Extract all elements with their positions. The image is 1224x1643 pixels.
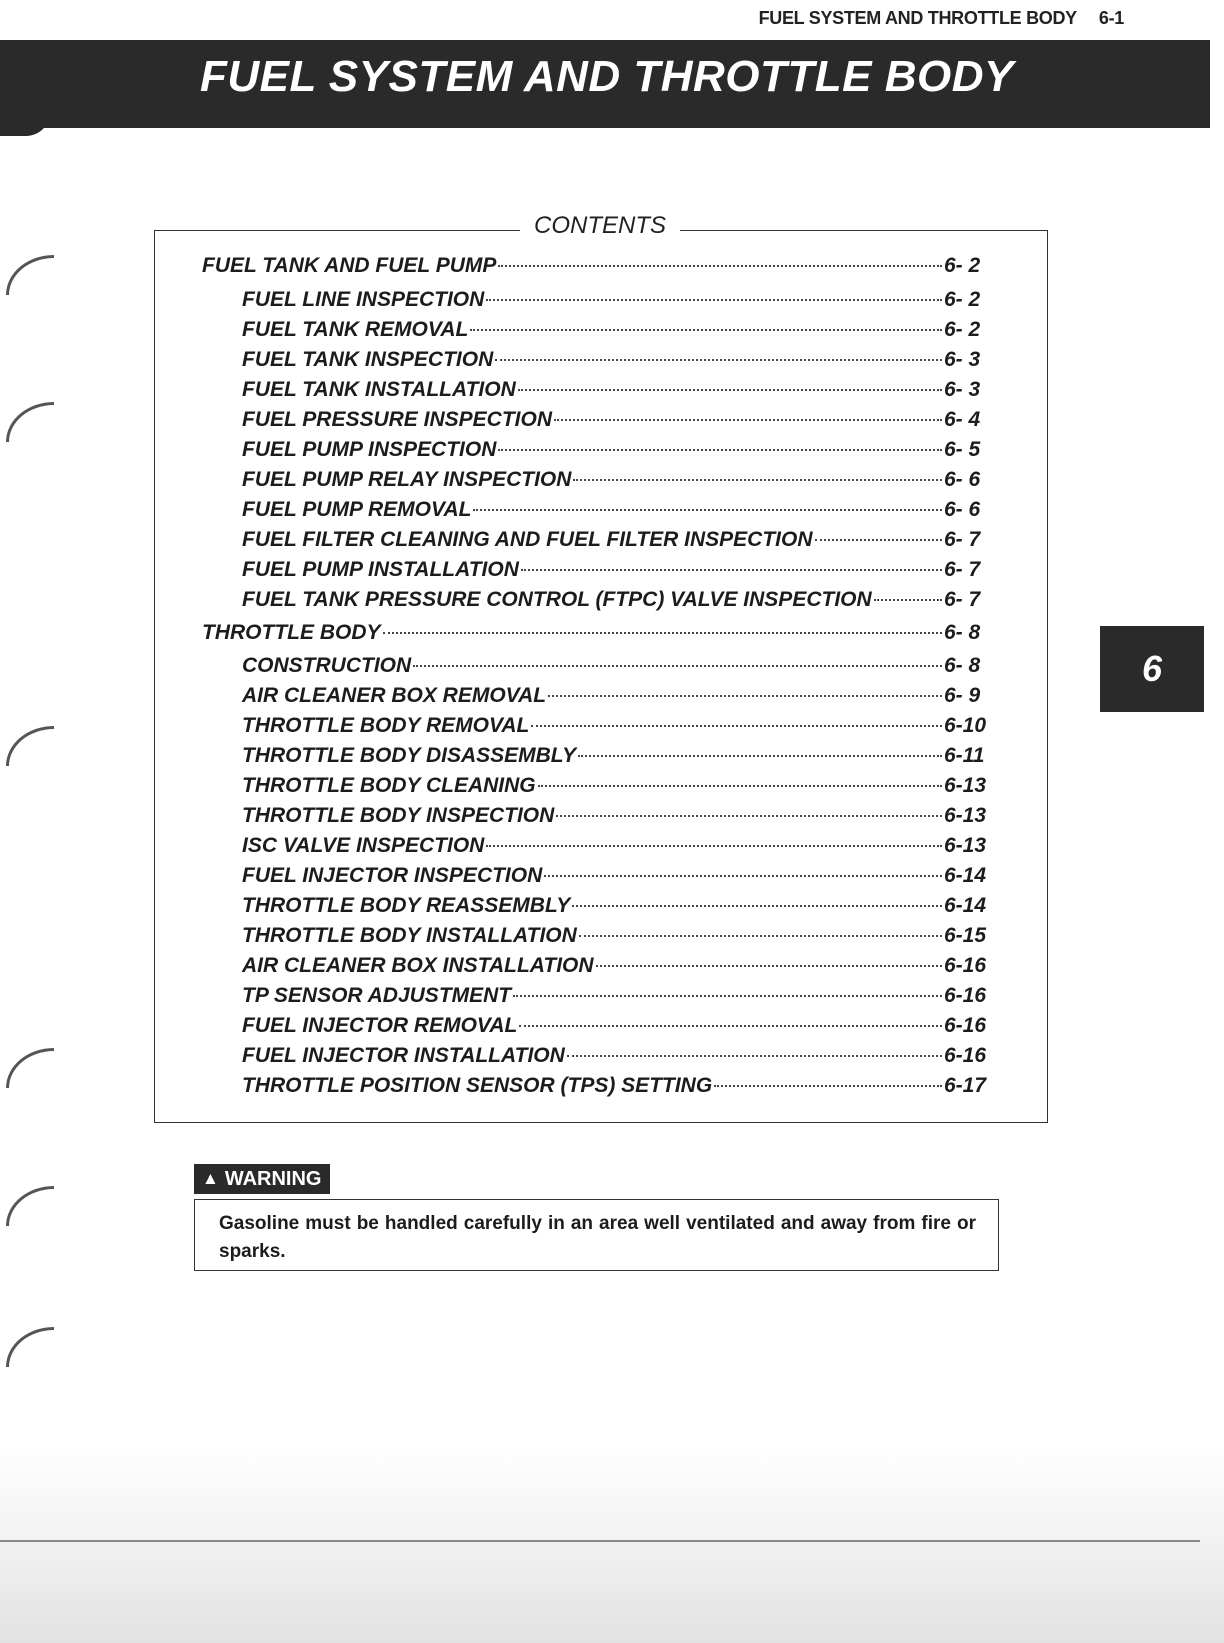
running-header-section: FUEL SYSTEM AND THROTTLE BODY <box>758 8 1077 28</box>
toc-entry-page: 6-17 <box>944 1074 987 1097</box>
toc-entry <box>242 682 992 710</box>
toc-entry-label: FUEL TANK INSPECTION <box>242 348 494 371</box>
toc-leader-dots <box>596 965 942 967</box>
toc-entry-page: 6-16 <box>944 1014 987 1037</box>
toc-entry-page: 6-14 <box>944 894 987 917</box>
toc-leader-dots <box>498 449 942 451</box>
toc-leader-dots <box>383 632 943 634</box>
toc-entry-label: FUEL INJECTOR INSPECTION <box>242 864 543 887</box>
toc-entry <box>242 346 992 374</box>
toc-entry <box>242 376 992 404</box>
toc-entry-page: 6- 3 <box>944 378 981 401</box>
toc-entry-label: FUEL TANK PRESSURE CONTROL (FTPC) VALVE INSPECTION <box>242 588 872 611</box>
toc-entry <box>202 252 992 280</box>
toc-leader-dots <box>556 815 942 817</box>
contents-heading: CONTENTS <box>520 212 680 240</box>
bottom-rule <box>0 1540 1200 1542</box>
toc-entry-label: THROTTLE BODY REASSEMBLY <box>242 894 571 917</box>
toc-entry-page: 6-14 <box>944 864 987 887</box>
toc-entry <box>242 922 992 950</box>
toc-entry-label: FUEL FILTER CLEANING AND FUEL FILTER INSPECTION <box>242 528 813 551</box>
warning-label-text: WARNING <box>224 1167 322 1190</box>
toc-entry <box>242 982 992 1010</box>
toc-leader-dots <box>473 509 942 511</box>
warning-box <box>194 1199 999 1271</box>
toc-entry <box>242 556 992 584</box>
toc-leader-dots <box>513 995 942 997</box>
toc-entry-label: THROTTLE BODY <box>202 621 381 644</box>
toc-entry-label: TP SENSOR ADJUSTMENT <box>242 984 512 1007</box>
toc-entry-label: THROTTLE BODY CLEANING <box>242 774 536 797</box>
toc-entry-label: FUEL TANK REMOVAL <box>242 318 469 341</box>
toc-entry <box>202 619 992 647</box>
toc-entry <box>242 436 992 464</box>
toc-entry <box>242 1012 992 1040</box>
toc-entry <box>242 862 992 890</box>
toc-entry <box>242 496 992 524</box>
toc-entry-label: FUEL PUMP INSTALLATION <box>242 558 519 581</box>
toc-entry-page: 6-15 <box>944 924 987 947</box>
toc-leader-dots <box>554 419 942 421</box>
toc-entry <box>242 772 992 800</box>
toc-entry-label: THROTTLE BODY DISASSEMBLY <box>242 744 577 767</box>
toc-leader-dots <box>470 329 942 331</box>
toc-leader-dots <box>518 389 942 391</box>
toc-entry <box>242 586 992 614</box>
toc-entry-label: FUEL INJECTOR INSTALLATION <box>242 1044 565 1067</box>
toc-entry <box>242 316 992 344</box>
toc-entry <box>242 286 992 314</box>
toc-entry-page: 6- 4 <box>944 408 981 431</box>
toc-entry-label: THROTTLE BODY REMOVAL <box>242 714 530 737</box>
toc-leader-dots <box>573 479 942 481</box>
toc-leader-dots <box>495 359 942 361</box>
page-number: 6-1 <box>1098 8 1124 28</box>
toc-entry <box>242 406 992 434</box>
toc-entry <box>242 742 992 770</box>
toc-entry <box>242 952 992 980</box>
toc-entry <box>242 712 992 740</box>
toc-entry-page: 6- 2 <box>944 254 981 277</box>
toc-entry-label: THROTTLE BODY INSPECTION <box>242 804 555 827</box>
toc-leader-dots <box>521 569 942 571</box>
toc-entry-page: 6-13 <box>944 804 987 827</box>
toc-entry <box>242 1072 992 1100</box>
toc-leader-dots <box>815 539 943 541</box>
toc-entry <box>242 832 992 860</box>
toc-leader-dots <box>874 599 942 601</box>
toc-entry <box>242 1042 992 1070</box>
toc-entry-page: 6- 8 <box>944 621 981 644</box>
toc-leader-dots <box>413 665 942 667</box>
toc-entry-page: 6-16 <box>944 954 987 977</box>
toc-entry-label: CONSTRUCTION <box>242 654 412 677</box>
toc-entry-page: 6-16 <box>944 1044 987 1067</box>
toc-leader-dots <box>579 935 942 937</box>
toc-entry-page: 6- 7 <box>944 528 981 551</box>
toc-entry-page: 6-11 <box>944 744 985 767</box>
toc-entry-page: 6- 2 <box>944 318 981 341</box>
toc-entry-page: 6- 8 <box>944 654 981 677</box>
toc-entry-page: 6- 5 <box>944 438 981 461</box>
toc-leader-dots <box>567 1055 942 1057</box>
toc-entry <box>242 466 992 494</box>
toc-entry-page: 6- 3 <box>944 348 981 371</box>
toc-entry-label: FUEL PUMP RELAY INSPECTION <box>242 468 572 491</box>
toc-entry-page: 6-13 <box>944 834 987 857</box>
toc-leader-dots <box>486 845 942 847</box>
toc-leader-dots <box>486 299 942 301</box>
toc-leader-dots <box>544 875 942 877</box>
warning-label <box>194 1164 330 1194</box>
toc-entry-label: AIR CLEANER BOX REMOVAL <box>242 684 547 707</box>
chapter-tab: 6 <box>1100 626 1204 712</box>
toc-entry-page: 6-10 <box>944 714 987 737</box>
toc-leader-dots <box>714 1085 942 1087</box>
toc-entry-page: 6- 2 <box>944 288 981 311</box>
toc-leader-dots <box>572 905 942 907</box>
toc-entry-page: 6- 6 <box>944 468 981 491</box>
toc-entry-label: THROTTLE POSITION SENSOR (TPS) SETTING <box>242 1074 713 1097</box>
toc-entry-label: FUEL TANK INSTALLATION <box>242 378 516 401</box>
toc-entry <box>242 892 992 920</box>
toc-entry-label: THROTTLE BODY INSTALLATION <box>242 924 577 947</box>
toc-leader-dots <box>531 725 942 727</box>
toc-entry-page: 6- 6 <box>944 498 981 521</box>
toc-leader-dots <box>498 265 942 267</box>
toc-entry-label: ISC VALVE INSPECTION <box>242 834 485 857</box>
page-title: FUEL SYSTEM AND THROTTLE BODY <box>200 52 1014 101</box>
toc-entry-page: 6- 9 <box>944 684 981 707</box>
toc-entry-label: AIR CLEANER BOX INSTALLATION <box>242 954 594 977</box>
toc-entry <box>242 802 992 830</box>
toc-entry-label: FUEL PRESSURE INSPECTION <box>242 408 552 431</box>
warning-text: Gasoline must be handled carefully in an area well ventilated and away from fire or sparks. <box>219 1213 976 1262</box>
toc-leader-dots <box>548 695 942 697</box>
toc-entry-page: 6-16 <box>944 984 987 1007</box>
toc-leader-dots <box>519 1025 942 1027</box>
toc-leader-dots <box>578 755 942 757</box>
toc-entry <box>242 652 992 680</box>
toc-entry-page: 6- 7 <box>944 588 981 611</box>
running-header <box>759 8 1124 29</box>
toc-entry-page: 6-13 <box>944 774 987 797</box>
toc-entry-label: FUEL TANK AND FUEL PUMP <box>202 254 497 277</box>
toc-entry-label: FUEL PUMP INSPECTION <box>242 438 497 461</box>
toc-entry <box>242 526 992 554</box>
toc-entry-label: FUEL INJECTOR REMOVAL <box>242 1014 518 1037</box>
warning-triangle-icon: ▲ <box>202 1169 219 1188</box>
toc-entry-label: FUEL LINE INSPECTION <box>242 288 485 311</box>
toc-entry-label: FUEL PUMP REMOVAL <box>242 498 472 521</box>
toc-leader-dots <box>538 785 942 787</box>
toc-entry-page: 6- 7 <box>944 558 981 581</box>
